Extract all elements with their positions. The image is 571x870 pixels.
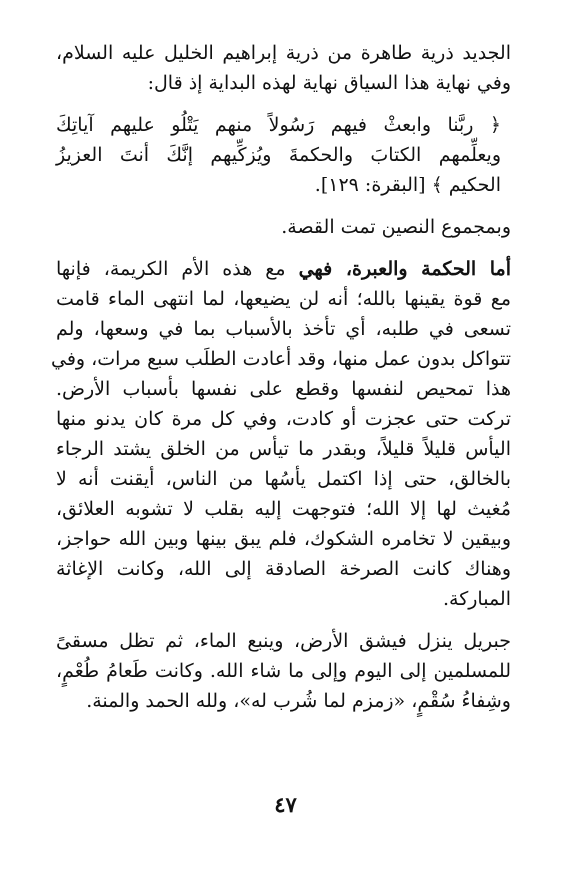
text-line: مُغيث لها إلا الله؛ فتوجهت إليه بقلب لا تشوبه العلائق، bbox=[56, 498, 511, 520]
text-line: تركت حتى عجزت أو كادت، وفي كل مرة كان يدنو منها bbox=[56, 408, 511, 430]
text-line: وفي نهاية هذا السياق نهاية لهذه البداية إذ قال: bbox=[147, 72, 511, 94]
text-segment: مع هذه الأم الكريمة، فإنها bbox=[56, 258, 299, 280]
verse-line: ﴿ ربَّنا وابعثْ فيهم رَسُولاً منهم يَتْلُو عليهم آياتِكَ bbox=[56, 114, 501, 136]
text-line: هذا تمحيص لنفسها وقطع على نفسها بأسباب الأرض. bbox=[56, 378, 511, 400]
text-line: وهناك كانت الصرخة الصادقة إلى الله، وكانت الإغاثة bbox=[56, 558, 511, 580]
text-line: وبمجموع النصين تمت القصة. bbox=[281, 216, 511, 238]
quran-verse bbox=[56, 110, 511, 200]
paragraph-3 bbox=[56, 212, 511, 242]
text-line: تتواكل بدون عمل منها، وقد أعادت الطلَب سبع مرات، وفي bbox=[51, 348, 511, 370]
text-line: المباركة. bbox=[442, 588, 511, 610]
text-line: جبريل ينزل فيشق الأرض، وينبع الماء، ثم تظل مسقىً bbox=[56, 630, 511, 652]
text-line: تسعى في طلبه، أي تأخذ بالأسباب بما في وسعها، ولم bbox=[56, 318, 511, 340]
text-line: للمسلمين إلى اليوم وإلى ما شاء الله. وكانت طَعامُ طُعْمٍ، bbox=[56, 660, 511, 682]
paragraph-5 bbox=[56, 626, 511, 716]
text-line: مع قوة يقينها بالله؛ أنه لن يضيعها، لما انتهى الماء قامت bbox=[56, 288, 511, 310]
text-line: الجديد ذرية طاهرة من ذرية إبراهيم الخليل عليه السلام، bbox=[56, 42, 511, 64]
paragraph-1 bbox=[56, 38, 511, 98]
verse-line: ويعلِّمهم الكتابَ والحكمةَ ويُزكِّيهم إنَّكَ أنتَ العزيزُ bbox=[56, 144, 501, 166]
text-line: وشِفاءُ سُقْمٍ، «زمزم لما شُرب له»، ولله الحمد والمنة. bbox=[86, 690, 511, 712]
text-line bbox=[56, 254, 511, 284]
bold-lead: أما الحكمة والعبرة، فهي bbox=[298, 258, 512, 280]
text-line: اليأس قليلاً قليلاً، وبقدر ما تيأس من الخلق يشتد الرجاء bbox=[56, 438, 511, 460]
page-body bbox=[51, 38, 512, 716]
verse-citation-line: الحكيم ﴾ [البقرة: ١٢٩]. bbox=[314, 174, 501, 196]
page-number: ٤٧ bbox=[274, 792, 297, 817]
text-line: وبيقين لا تخامره الشكوك، فلم يبق بينها وبين الله حواجز، bbox=[56, 528, 511, 550]
paragraph-4 bbox=[51, 254, 512, 614]
text-line: بالخالق، حتى إذا اكتمل يأسُها من الناس، أيقنت أنه لا bbox=[56, 468, 511, 490]
